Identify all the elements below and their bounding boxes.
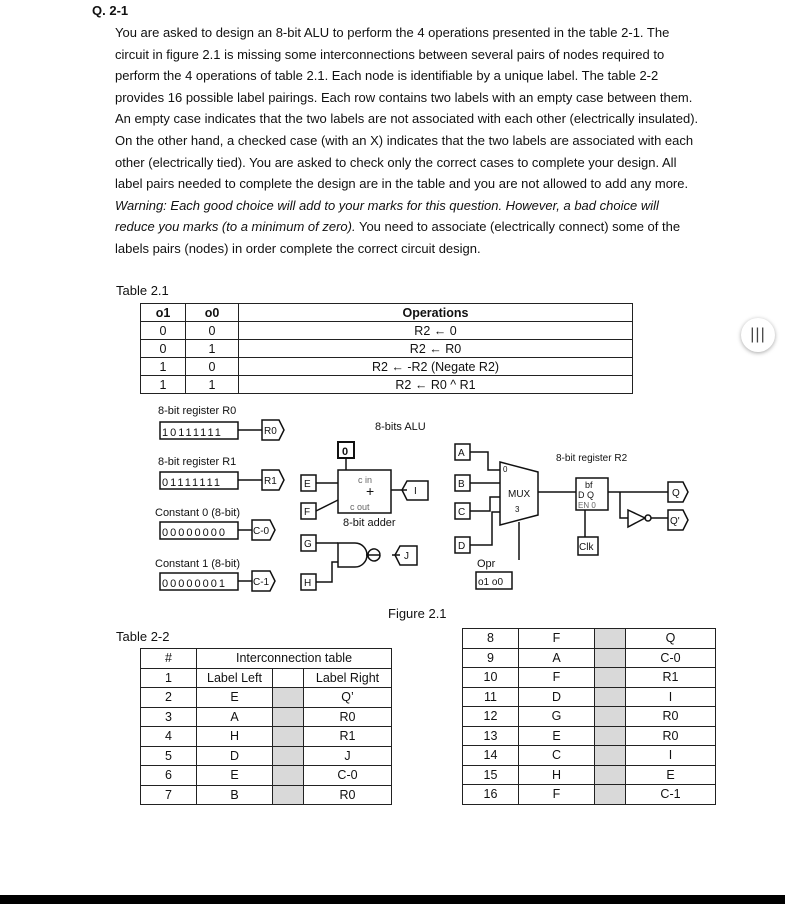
reg-r2-text1: bf: [585, 480, 593, 490]
opr-label: Opr: [477, 558, 496, 570]
label-left: D: [519, 687, 595, 707]
node-qbar: Q': [670, 516, 680, 527]
check-cell[interactable]: [595, 707, 626, 727]
node-q: Q: [672, 488, 680, 499]
check-cell[interactable]: [273, 688, 304, 708]
table-row: [141, 688, 392, 708]
adder-label: 8-bit adder: [343, 517, 396, 529]
alu-label: 8-bits ALU: [375, 421, 426, 433]
node-c: C: [458, 507, 466, 518]
question-paragraph-1: You are asked to design an 8-bit ALU to perform the 4 operations presented in the table 2-1. The circuit in figure 2.1 is missing some interconnections between several pairs of nodes required to perform the 4 operations of table 2.1. Each node is identifiable by a unique label. The table 2-2 provides 16 possible label pairings. Each row contains two labels with an empty case between them. An empty case indicates that the two labels are not associated with each other (electrically insulated). On the other hand, a checked case (with an X) indicates that the two labels are associated with each other (electrically tied). You are asked to check only the correct cases to complete your design. All label pairs needed to complete the design are in the table and you are not allowed to add any more.: [115, 25, 699, 192]
label-right: Q: [626, 629, 716, 649]
check-cell[interactable]: [595, 687, 626, 707]
node-e: E: [304, 479, 311, 490]
label-left: E: [519, 726, 595, 746]
const1-value: 00000001: [162, 578, 227, 590]
check-cell[interactable]: [595, 648, 626, 668]
reg-r2-text3: EN 0: [578, 501, 596, 510]
reg-r0-value: 10111111: [162, 427, 223, 439]
table-row: [141, 746, 392, 766]
node-r0: R0: [264, 426, 277, 437]
question-paragraph-2: You need to associate (electrically connect) some of the labels pairs (nodes) in order complete the correct circuit design.: [115, 219, 681, 256]
opr-value: o1 o0: [478, 577, 504, 588]
table-row: [463, 648, 716, 668]
mux-label: MUX: [508, 489, 531, 500]
node-a: A: [458, 448, 465, 459]
cell: 1: [141, 358, 186, 376]
row-number: 12: [463, 707, 519, 727]
table-row: [141, 707, 392, 727]
question-number: Q. 2-1: [92, 3, 129, 18]
adder-cin: c in: [358, 475, 373, 485]
cell: R2 ← R0: [239, 340, 633, 358]
row-number: 6: [141, 766, 197, 786]
table-title: Interconnection table: [197, 649, 392, 669]
row-number: 8: [463, 629, 519, 649]
table-row: [463, 746, 716, 766]
label-right: I: [626, 687, 716, 707]
table-row: [463, 765, 716, 785]
cell: 0: [186, 322, 239, 340]
node-i: I: [414, 486, 417, 497]
label-left: F: [519, 785, 595, 805]
check-cell[interactable]: [595, 726, 626, 746]
row-number: 3: [141, 707, 197, 727]
table-row: [141, 785, 392, 805]
label-left: G: [519, 707, 595, 727]
label-right: C-0: [626, 648, 716, 668]
mux-in3: 3: [515, 505, 520, 514]
table-row: [463, 668, 716, 688]
node-h: H: [304, 578, 312, 589]
table-row: [141, 727, 392, 747]
bottom-bar: [0, 895, 785, 904]
label-left: D: [197, 746, 273, 766]
table-row: [141, 766, 392, 786]
cell: 0: [186, 358, 239, 376]
table-row: [463, 707, 716, 727]
node-c1: C-1: [253, 577, 270, 588]
reg-r0-label: 8-bit register R0: [158, 405, 237, 417]
table-row: [141, 668, 392, 688]
label-right: R1: [304, 727, 392, 747]
table-row: [463, 629, 716, 649]
carry-in-value: 0: [342, 446, 349, 458]
reg-r2-label: 8-bit register R2: [556, 453, 628, 464]
node-j: J: [404, 551, 409, 562]
node-d: D: [458, 541, 466, 552]
check-cell[interactable]: [595, 746, 626, 766]
label-left: A: [197, 707, 273, 727]
row-number: 2: [141, 688, 197, 708]
label-right: C-1: [626, 785, 716, 805]
label-left: H: [519, 765, 595, 785]
figure-caption: Figure 2.1: [388, 606, 447, 621]
cell: 1: [186, 376, 239, 394]
adder-plus: +: [366, 483, 375, 499]
label-right: R1: [626, 668, 716, 688]
cell: 1: [186, 340, 239, 358]
table-row: [463, 785, 716, 805]
node-f: F: [304, 507, 311, 518]
table-2-1-caption: Table 2.1: [116, 283, 169, 298]
cell: 1: [141, 376, 186, 394]
reg-r1-label: 8-bit register R1: [158, 456, 237, 468]
table-2-2-caption: Table 2-2: [116, 629, 170, 644]
table-row: [463, 726, 716, 746]
check-cell[interactable]: [273, 785, 304, 805]
clk-label: Clk: [579, 542, 594, 553]
cell: 0: [141, 340, 186, 358]
header-label-left: Label Left: [197, 668, 273, 688]
mux-in0: 0: [503, 465, 508, 474]
row-number: 7: [141, 785, 197, 805]
question-warning: Warning: Each good choice will add to your marks for this question. However, a bad choice will reduce you marks (to a minimum of zero).: [115, 197, 659, 235]
check-cell[interactable]: [595, 785, 626, 805]
check-cell[interactable]: [273, 746, 304, 766]
const0-value: 00000000: [162, 527, 227, 539]
label-left: F: [519, 668, 595, 688]
row-number: 16: [463, 785, 519, 805]
row-number: 4: [141, 727, 197, 747]
check-cell[interactable]: [273, 766, 304, 786]
header-number: #: [141, 649, 197, 669]
interconnection-table-left: [140, 648, 392, 805]
hamburger-menu-icon[interactable]: |||: [741, 318, 775, 352]
row-number: 14: [463, 746, 519, 766]
adder-cout: c out: [350, 502, 370, 512]
cell: R2 ← -R2 (Negate R2): [239, 358, 633, 376]
row-number: 11: [463, 687, 519, 707]
label-left: B: [197, 785, 273, 805]
check-cell[interactable]: [273, 707, 304, 727]
label-right: I: [626, 746, 716, 766]
row-number: 9: [463, 648, 519, 668]
label-right: R0: [626, 707, 716, 727]
const1-label: Constant 1 (8-bit): [155, 558, 240, 570]
label-right: C-0: [304, 766, 392, 786]
node-g: G: [304, 539, 312, 550]
label-right: R0: [626, 726, 716, 746]
table-row: [463, 687, 716, 707]
label-left: H: [197, 727, 273, 747]
label-right: R0: [304, 785, 392, 805]
reg-r1-value: 01111111: [162, 477, 223, 489]
row-number: 13: [463, 726, 519, 746]
check-cell[interactable]: [273, 668, 304, 688]
label-left: E: [197, 688, 273, 708]
label-left: F: [519, 629, 595, 649]
header-operations: Operations: [239, 304, 633, 322]
label-right: J: [304, 746, 392, 766]
label-right: R0: [304, 707, 392, 727]
label-right: E: [626, 765, 716, 785]
check-cell[interactable]: [595, 668, 626, 688]
interconnection-table-right: [462, 628, 716, 805]
table-row: [141, 649, 392, 669]
cell: R2 ← 0: [239, 322, 633, 340]
const0-label: Constant 0 (8-bit): [155, 507, 240, 519]
row-number: 15: [463, 765, 519, 785]
label-right: Q’: [304, 688, 392, 708]
check-cell[interactable]: [595, 765, 626, 785]
node-r1: R1: [264, 476, 277, 487]
header-o0: o0: [186, 304, 239, 322]
cell: 0: [141, 322, 186, 340]
node-b: B: [458, 479, 465, 490]
cell: R2 ← R0 ^ R1: [239, 376, 633, 394]
label-left: C: [519, 746, 595, 766]
node-c0: C-0: [253, 526, 270, 537]
label-left: E: [197, 766, 273, 786]
header-o1: o1: [141, 304, 186, 322]
row-number: 5: [141, 746, 197, 766]
row-number: 10: [463, 668, 519, 688]
header-label-right: Label Right: [304, 668, 392, 688]
label-left: A: [519, 648, 595, 668]
check-cell[interactable]: [273, 727, 304, 747]
row-number: 1: [141, 668, 197, 688]
reg-r2-text2: D Q: [578, 490, 595, 500]
check-cell[interactable]: [595, 629, 626, 649]
